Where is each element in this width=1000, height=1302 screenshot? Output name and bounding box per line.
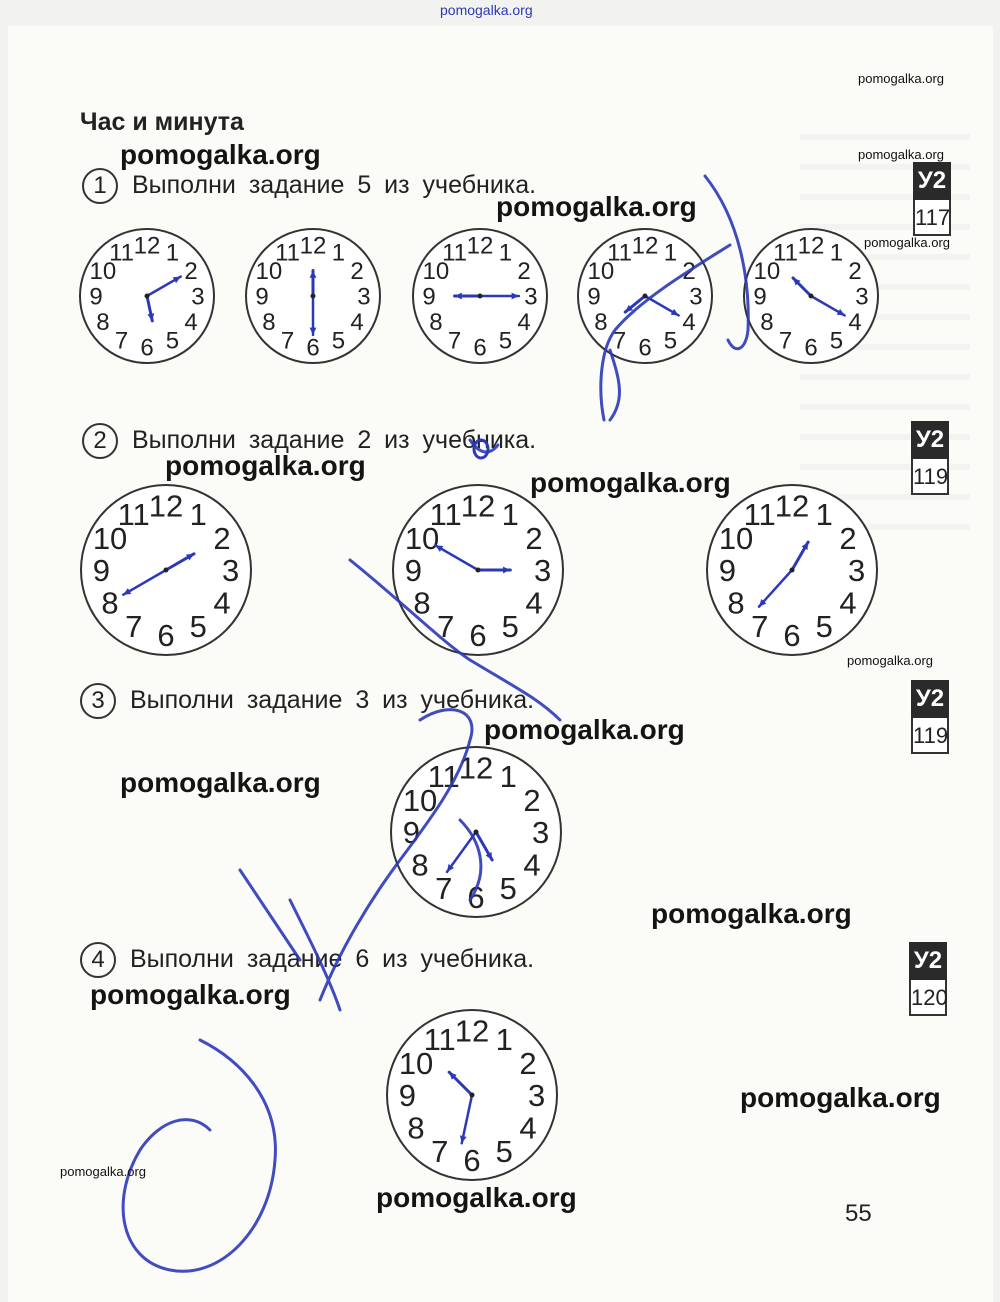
watermark-small: pomogalka.org	[60, 1164, 146, 1179]
clock-numeral: 12	[774, 488, 810, 524]
task-text: Выполни задание 6 из учебника.	[130, 945, 535, 973]
clock-numeral: 7	[612, 327, 627, 355]
scribble-line	[460, 820, 481, 900]
clock-numeral: 11	[117, 497, 150, 533]
clock-numeral: 8	[96, 309, 110, 337]
clock-numeral: 4	[848, 309, 862, 337]
clock-numeral: 10	[753, 258, 781, 286]
clock-numeral: 10	[398, 1045, 434, 1081]
clock-numeral: 6	[467, 879, 485, 915]
clock-numeral: 3	[527, 1078, 546, 1114]
clock-numeral: 12	[458, 750, 494, 786]
clock-numeral: 1	[663, 239, 678, 267]
clock-numeral: 9	[718, 553, 737, 589]
clock-numeral: 10	[89, 258, 117, 286]
clock-numeral: 7	[435, 871, 453, 907]
clock-numeral: 7	[280, 327, 295, 355]
clock-numeral: 3	[191, 283, 205, 311]
clock-numeral: 10	[422, 258, 450, 286]
clock-numeral: 8	[407, 1110, 425, 1146]
clock-numeral: 11	[607, 239, 633, 267]
scribble-line	[320, 710, 472, 1000]
clock-numeral: 2	[519, 1045, 537, 1081]
watermark-small: pomogalka.org	[858, 147, 944, 162]
clock-numeral: 12	[797, 232, 825, 260]
clock-numeral: 9	[753, 283, 767, 311]
clock-numeral: 3	[531, 815, 550, 851]
clock-numeral: 1	[495, 1022, 513, 1058]
clock-numeral: 11	[743, 497, 776, 533]
clock-numeral: 10	[255, 258, 283, 286]
task-text: Выполни задание 3 из учебника.	[130, 686, 535, 714]
clock-numeral: 6	[463, 1142, 481, 1178]
watermark-large: pomogalka.org	[120, 767, 321, 798]
task-number: 3	[80, 683, 116, 719]
clock-numeral: 4	[350, 309, 364, 337]
clock-numeral: 12	[631, 232, 659, 260]
watermark-large: pomogalka.org	[651, 898, 852, 929]
clock-numeral: 6	[469, 617, 487, 653]
clock-numeral: 11	[275, 239, 301, 267]
clock-numeral: 2	[525, 520, 543, 556]
clock-numeral: 3	[533, 553, 552, 589]
clock-numeral: 7	[114, 327, 129, 355]
page-number: 55	[845, 1200, 872, 1227]
clock-numeral: 3	[855, 283, 869, 311]
clock-numeral: 7	[125, 609, 143, 645]
clock-numeral: 2	[350, 258, 364, 286]
clock-numeral: 9	[587, 283, 601, 311]
tag-page: 119	[911, 459, 949, 495]
clock-numeral: 6	[804, 334, 818, 362]
clock-numeral: 4	[519, 1110, 537, 1146]
clock-numeral: 2	[848, 258, 862, 286]
clock-numeral: 1	[499, 759, 517, 795]
clock-numeral: 12	[148, 488, 184, 524]
watermark-large: pomogalka.org	[90, 979, 291, 1010]
page-title: Час и минута	[80, 108, 244, 136]
watermark-large: pomogalka.org	[530, 467, 731, 498]
watermark-small: pomogalka.org	[858, 71, 944, 86]
clock-numeral: 2	[523, 782, 541, 818]
clock-numeral: 9	[422, 283, 436, 311]
clock-numeral: 9	[398, 1078, 417, 1114]
watermark-small: pomogalka.org	[864, 235, 950, 250]
clock-numeral: 6	[306, 334, 320, 362]
clock-numeral: 8	[760, 309, 774, 337]
clock-numeral: 2	[839, 520, 857, 556]
tag-label: У2	[909, 942, 947, 980]
clock-numeral: 12	[133, 232, 161, 260]
clock-numeral: 7	[431, 1134, 449, 1170]
clock-numeral: 3	[847, 553, 866, 589]
clock-numeral: 12	[466, 232, 494, 260]
clock-numeral: 7	[778, 327, 793, 355]
clock-numeral: 4	[682, 309, 696, 337]
clock-numeral: 10	[402, 782, 438, 818]
clock-numeral: 5	[189, 609, 207, 645]
clock-numeral: 1	[498, 239, 513, 267]
clock-numeral: 5	[815, 609, 833, 645]
clock-numeral: 4	[839, 585, 857, 621]
scribble-line	[350, 560, 560, 720]
clock-numeral: 11	[427, 759, 460, 795]
clock-numeral: 1	[331, 239, 346, 267]
scribble-line	[610, 350, 619, 420]
watermark-large: pomogalka.org	[496, 191, 697, 222]
clock-numeral: 10	[587, 258, 615, 286]
clock-numeral: 9	[255, 283, 269, 311]
clock-numeral: 11	[429, 497, 462, 533]
scribble-line	[705, 176, 748, 349]
clock-numeral: 11	[423, 1022, 456, 1058]
task-text: Выполни задание 2 из учебника.	[132, 426, 537, 454]
clock-numeral: 1	[829, 239, 844, 267]
clock-numeral: 5	[499, 871, 517, 907]
task-number: 2	[82, 423, 118, 459]
clock-numeral: 3	[221, 553, 240, 589]
clock-numeral: 2	[517, 258, 531, 286]
clock-numeral: 1	[165, 239, 180, 267]
tag-page: 119	[911, 718, 949, 754]
clock-numeral: 8	[594, 309, 608, 337]
tag-label: У2	[911, 421, 949, 459]
task-number: 1	[82, 168, 118, 204]
clock-numeral: 12	[460, 488, 496, 524]
watermark-large: pomogalka.org	[484, 714, 685, 745]
clock-numeral: 3	[524, 283, 538, 311]
clock-numeral: 12	[299, 232, 327, 260]
task-number: 4	[80, 942, 116, 978]
clock-numeral: 6	[473, 334, 487, 362]
task-text: Выполни задание 5 из учебника.	[132, 171, 537, 199]
clock-numeral: 4	[523, 847, 541, 883]
clock-numeral: 7	[447, 327, 462, 355]
clock-numeral: 6	[638, 334, 652, 362]
clock-numeral: 10	[92, 520, 128, 556]
clock-numeral: 5	[165, 327, 180, 355]
clock-numeral: 11	[442, 239, 468, 267]
clock-numeral: 4	[184, 309, 198, 337]
clock-numeral: 11	[773, 239, 799, 267]
clock-numeral: 5	[498, 327, 513, 355]
watermark-large: pomogalka.org	[165, 450, 366, 481]
clock-numeral: 4	[517, 309, 531, 337]
clock-numeral: 6	[783, 617, 801, 653]
clock-numeral: 2	[682, 258, 696, 286]
clock-numeral: 3	[689, 283, 703, 311]
clock-numeral: 3	[357, 283, 371, 311]
clock-numeral: 12	[454, 1013, 490, 1049]
clock-numeral: 5	[331, 327, 346, 355]
clock-numeral: 2	[213, 520, 231, 556]
top-watermark: pomogalka.org	[440, 2, 533, 18]
watermark-large: pomogalka.org	[120, 139, 321, 170]
clock-numeral: 6	[140, 334, 154, 362]
watermark-small: pomogalka.org	[847, 653, 933, 668]
tag-page: 120	[909, 980, 947, 1016]
clock-numeral: 8	[727, 585, 745, 621]
clock-numeral: 9	[89, 283, 103, 311]
clock-numeral: 1	[815, 497, 833, 533]
watermark-large: pomogalka.org	[376, 1182, 577, 1213]
clock-numeral: 1	[501, 497, 519, 533]
watermark-large: pomogalka.org	[740, 1082, 941, 1113]
clock-numeral: 11	[109, 239, 135, 267]
clock-numeral: 10	[404, 520, 440, 556]
clock-numeral: 4	[213, 585, 231, 621]
tag-label: У2	[911, 680, 949, 718]
clock-numeral: 5	[829, 327, 844, 355]
clock-numeral: 8	[262, 309, 276, 337]
clock-numeral: 2	[184, 258, 198, 286]
clock-numeral: 8	[101, 585, 119, 621]
scribble-line	[240, 870, 300, 960]
clock-numeral: 5	[663, 327, 678, 355]
clock-numeral: 5	[501, 609, 519, 645]
clock-numeral: 9	[92, 553, 111, 589]
clock-numeral: 8	[411, 847, 429, 883]
tag-label: У2	[913, 162, 951, 200]
clock-numeral: 7	[437, 609, 455, 645]
clock-numeral: 4	[525, 585, 543, 621]
clock-numeral: 10	[718, 520, 754, 556]
tag-page: 117	[913, 200, 951, 236]
clock-numeral: 7	[751, 609, 769, 645]
clock-numeral: 8	[429, 309, 443, 337]
clock-numeral: 9	[402, 815, 421, 851]
clock-numeral: 6	[157, 617, 175, 653]
clock-numeral: 5	[495, 1134, 513, 1170]
clock-numeral: 8	[413, 585, 431, 621]
scribble-loop	[123, 1040, 275, 1271]
clock-numeral: 9	[404, 553, 423, 589]
clock-numeral: 1	[189, 497, 207, 533]
